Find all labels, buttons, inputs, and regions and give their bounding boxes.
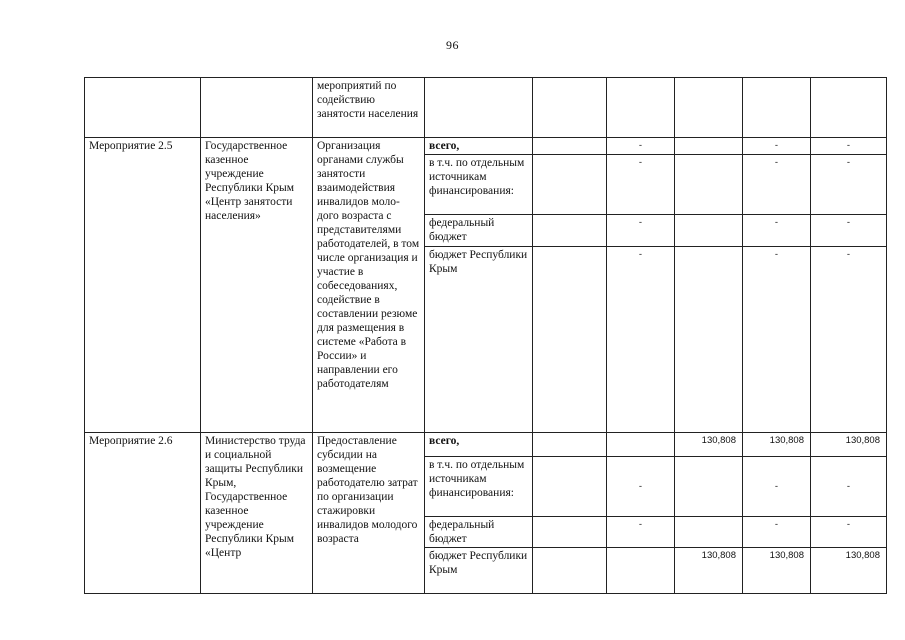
cell-empty bbox=[425, 78, 533, 138]
value-cell bbox=[675, 517, 743, 548]
value-cell: 130,808 bbox=[743, 548, 811, 594]
value-cell: 130,808 bbox=[811, 548, 887, 594]
value-cell bbox=[533, 433, 607, 457]
cell-empty bbox=[533, 78, 607, 138]
source-cell: федеральный бюджет bbox=[425, 215, 533, 247]
value-cell bbox=[533, 548, 607, 594]
financing-table bbox=[84, 77, 887, 594]
value-cell: 130,808 bbox=[743, 433, 811, 457]
action-cell: мероприятий по содействию занятости населения bbox=[313, 78, 425, 138]
cell-empty bbox=[607, 78, 675, 138]
value-cell: - bbox=[743, 457, 811, 517]
value-cell bbox=[533, 138, 607, 155]
value-cell bbox=[533, 215, 607, 247]
value-cell: 130,808 bbox=[811, 433, 887, 457]
cell-empty bbox=[811, 78, 887, 138]
value-cell bbox=[533, 517, 607, 548]
value-cell: - bbox=[811, 215, 887, 247]
value-cell: - bbox=[743, 155, 811, 215]
value-cell bbox=[675, 457, 743, 517]
value-cell: - bbox=[743, 247, 811, 433]
value-cell: - bbox=[811, 138, 887, 155]
value-cell bbox=[533, 155, 607, 215]
value-cell: - bbox=[743, 215, 811, 247]
value-cell: - bbox=[811, 247, 887, 433]
value-cell: - bbox=[607, 457, 675, 517]
source-cell: бюджет Республики Крым bbox=[425, 548, 533, 594]
source-cell: в т.ч. по отдельным источникам финансирования: bbox=[425, 457, 533, 517]
value-cell: - bbox=[607, 247, 675, 433]
cell-empty bbox=[743, 78, 811, 138]
value-cell: - bbox=[743, 138, 811, 155]
source-cell: в т.ч. по отдельным источникам финансирования: bbox=[425, 155, 533, 215]
measure-executor: Министерство труда и социальной защиты Республики Крым, Государственное казенное учреждение Республики Крым «Центр bbox=[201, 433, 313, 594]
value-cell: - bbox=[607, 215, 675, 247]
value-cell: - bbox=[811, 517, 887, 548]
measure-executor: Государственное казенное учреждение Республики Крым «Центр занятости населения» bbox=[201, 138, 313, 433]
value-cell bbox=[675, 247, 743, 433]
value-cell: - bbox=[607, 155, 675, 215]
measure-name: Мероприятие 2.5 bbox=[85, 138, 201, 433]
source-cell: федеральный бюджет bbox=[425, 517, 533, 548]
table-row bbox=[85, 433, 887, 457]
value-cell: - bbox=[743, 517, 811, 548]
cell-empty bbox=[201, 78, 313, 138]
value-cell bbox=[533, 247, 607, 433]
value-cell: - bbox=[607, 138, 675, 155]
measure-action: Предоставление субсидии на возмещение работодателю затрат по организации стажировки инвалидов молодого возраста bbox=[313, 433, 425, 594]
source-cell: всего, bbox=[425, 138, 533, 155]
measure-name: Мероприятие 2.6 bbox=[85, 433, 201, 594]
cell-empty bbox=[85, 78, 201, 138]
value-cell: - bbox=[607, 517, 675, 548]
value-cell bbox=[607, 433, 675, 457]
value-cell bbox=[675, 155, 743, 215]
source-cell: бюджет Республики Крым bbox=[425, 247, 533, 433]
continuation-row bbox=[85, 78, 887, 138]
source-cell: всего, bbox=[425, 433, 533, 457]
value-cell bbox=[607, 548, 675, 594]
value-cell bbox=[675, 215, 743, 247]
value-cell bbox=[533, 457, 607, 517]
value-cell: - bbox=[811, 457, 887, 517]
value-cell: 130,808 bbox=[675, 548, 743, 594]
value-cell: 130,808 bbox=[675, 433, 743, 457]
page-number: 96 bbox=[446, 38, 459, 52]
measure-action: Организация органами службы занятости взаимодействия инвалидов моло-дого возраста с представителями работодателей, в том числе организация и участие в собеседованиях, содействие в составлении резюме для размещения в системе «Работа в России» и направлении его работодателям bbox=[313, 138, 425, 433]
value-cell bbox=[675, 138, 743, 155]
value-cell: - bbox=[811, 155, 887, 215]
cell-empty bbox=[675, 78, 743, 138]
table-row bbox=[85, 138, 887, 155]
